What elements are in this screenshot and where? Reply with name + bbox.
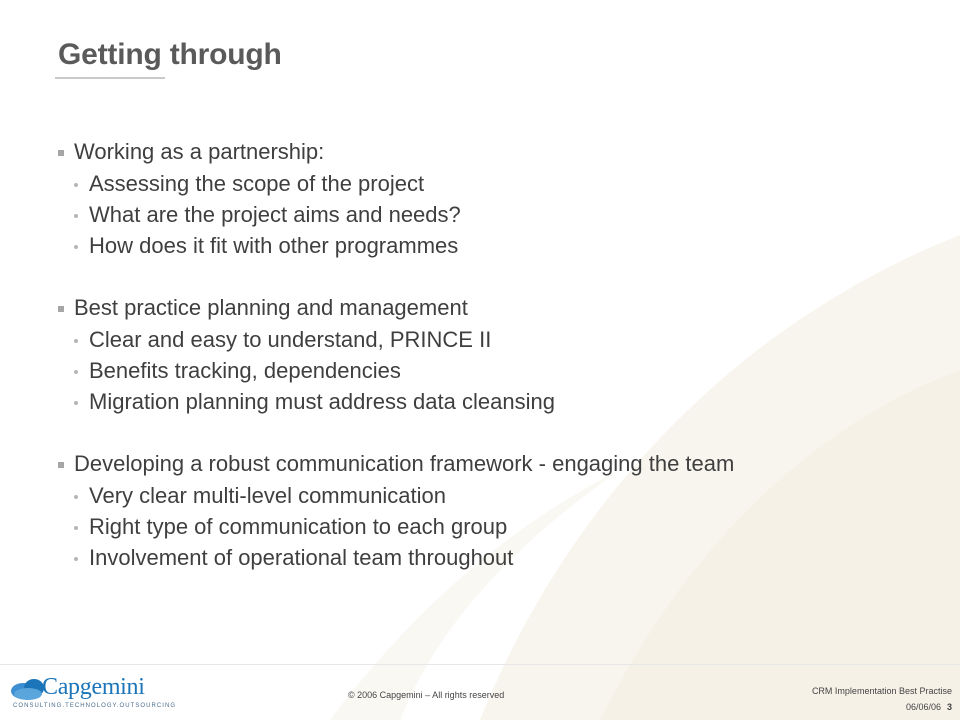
section-planning xyxy=(58,292,734,417)
slide-title: Getting through xyxy=(58,38,282,71)
dot-bullet-icon xyxy=(74,214,78,218)
section-communication xyxy=(58,448,734,573)
square-bullet-icon xyxy=(58,306,64,312)
bullet-heading xyxy=(58,292,734,324)
document-title: CRM Implementation Best Practise xyxy=(811,686,952,696)
dot-bullet-icon xyxy=(74,183,78,187)
slide-body xyxy=(58,136,734,604)
sub-bullet xyxy=(58,355,734,386)
title-underline xyxy=(55,77,165,79)
sub-bullet-text: How does it fit with other programmes xyxy=(89,232,459,258)
bullet-heading-text: Developing a robust communication framework - engaging the team xyxy=(74,451,735,476)
sub-bullet xyxy=(58,324,734,355)
dot-bullet-icon xyxy=(74,495,78,499)
dot-bullet-icon xyxy=(74,401,78,405)
bullet-heading-text: Best practice planning and management xyxy=(74,295,468,320)
dot-bullet-icon xyxy=(74,370,78,374)
sub-bullet-text: What are the project aims and needs? xyxy=(89,201,461,227)
sub-bullet xyxy=(58,542,734,573)
sub-bullet xyxy=(58,386,734,417)
copyright-notice: © 2006 Capgemini – All rights reserved xyxy=(348,690,505,700)
bullet-heading xyxy=(58,448,734,480)
sub-bullet-text: Migration planning must address data cleansing xyxy=(89,388,555,414)
dot-bullet-icon xyxy=(74,339,78,343)
sub-bullet-text: Assessing the scope of the project xyxy=(89,170,425,196)
slide-date: 06/06/06 xyxy=(905,702,941,712)
bullet-heading-text: Working as a partnership: xyxy=(74,139,325,164)
dot-bullet-icon xyxy=(74,557,78,561)
sub-bullet-text: Right type of communication to each group xyxy=(89,513,508,539)
sub-bullet-text: Benefits tracking, dependencies xyxy=(89,357,401,383)
page-number: 3 xyxy=(946,702,952,712)
section-partnership xyxy=(58,136,734,261)
logo-wordmark: Capgemini xyxy=(42,674,145,700)
spade-cloud-icon xyxy=(10,676,46,702)
sub-bullet xyxy=(58,511,734,542)
sub-bullet xyxy=(58,480,734,511)
sub-bullet-text: Clear and easy to understand, PRINCE II xyxy=(89,326,492,352)
sub-bullet xyxy=(58,230,734,261)
logo-tagline: CONSULTING.TECHNOLOGY.OUTSOURCING xyxy=(13,703,177,709)
dot-bullet-icon xyxy=(74,245,78,249)
sub-bullet-text: Involvement of operational team throughout xyxy=(89,544,514,570)
date-and-page xyxy=(906,702,952,712)
bullet-heading xyxy=(58,136,734,168)
footer-divider xyxy=(0,664,960,665)
square-bullet-icon xyxy=(58,150,64,156)
sub-bullet xyxy=(58,168,734,199)
sub-bullet xyxy=(58,199,734,230)
sub-bullet-text: Very clear multi-level communication xyxy=(89,482,447,508)
capgemini-logo xyxy=(10,674,177,714)
square-bullet-icon xyxy=(58,462,64,468)
dot-bullet-icon xyxy=(74,526,78,530)
